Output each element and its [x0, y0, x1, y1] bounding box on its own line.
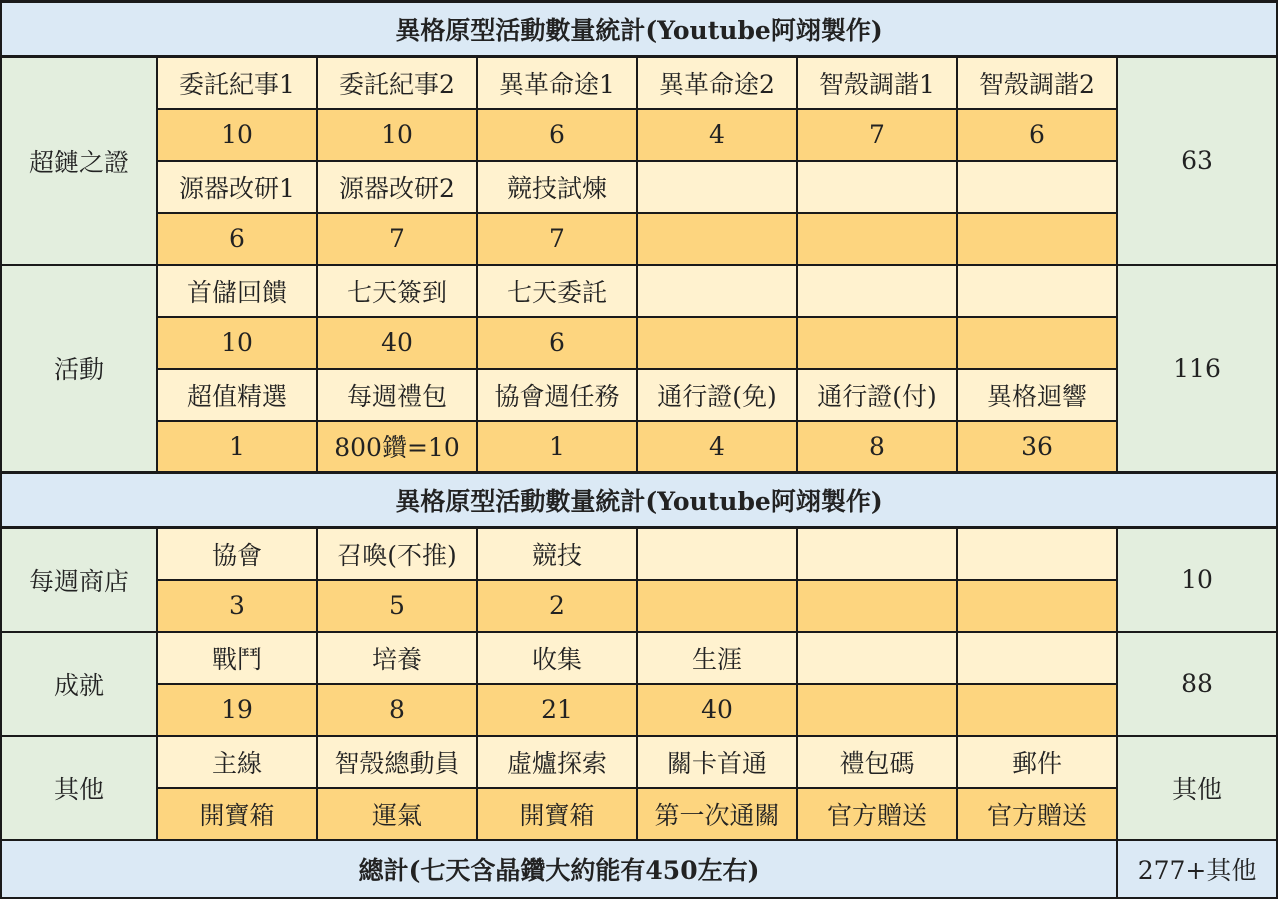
item-label-cell: 協會週任務: [477, 369, 637, 421]
item-label-cell: 智殼調諧1: [797, 57, 957, 109]
value-cell: 8: [797, 421, 957, 473]
category-sum-cell: 116: [1117, 265, 1277, 473]
item-label-cell: [637, 265, 797, 317]
value-cell: [957, 213, 1117, 265]
item-label-cell: 首儲回饋: [157, 265, 317, 317]
item-label-cell: 每週禮包: [317, 369, 477, 421]
table-title-row: [1, 2, 1277, 57]
table-row: [1, 580, 1277, 632]
item-label-cell: 召喚(不推): [317, 528, 477, 580]
category-sum-cell: 10: [1117, 528, 1277, 632]
table-row: [1, 317, 1277, 369]
value-cell: [957, 684, 1117, 736]
table-row: [1, 528, 1277, 580]
item-label-cell: 禮包碼: [797, 736, 957, 788]
total-value: 277+其他: [1117, 840, 1277, 898]
value-cell: 1: [157, 421, 317, 473]
table-row: [1, 213, 1277, 265]
item-label-cell: 源器改研1: [157, 161, 317, 213]
category-sum-cell: 其他: [1117, 736, 1277, 840]
table-row: [1, 421, 1277, 473]
value-cell: 7: [477, 213, 637, 265]
item-label-cell: 通行證(付): [797, 369, 957, 421]
item-label-cell: [637, 528, 797, 580]
category-cell: 活動: [1, 265, 157, 473]
item-label-cell: 關卡首通: [637, 736, 797, 788]
item-label-cell: [797, 528, 957, 580]
item-label-cell: 競技試煉: [477, 161, 637, 213]
value-cell: 800鑽=10: [317, 421, 477, 473]
value-cell: 5: [317, 580, 477, 632]
value-cell: 官方贈送: [797, 788, 957, 840]
category-cell: 成就: [1, 632, 157, 736]
value-cell: 10: [317, 109, 477, 161]
value-cell: 4: [637, 421, 797, 473]
value-cell: 21: [477, 684, 637, 736]
item-label-cell: [637, 161, 797, 213]
category-sum-cell: 63: [1117, 57, 1277, 265]
value-cell: 6: [957, 109, 1117, 161]
item-label-cell: 超值精選: [157, 369, 317, 421]
value-cell: 2: [477, 580, 637, 632]
item-label-cell: 智殼總動員: [317, 736, 477, 788]
value-cell: 10: [157, 317, 317, 369]
item-label-cell: 異格迴響: [957, 369, 1117, 421]
value-cell: [637, 317, 797, 369]
item-label-cell: 競技: [477, 528, 637, 580]
value-cell: 開寶箱: [477, 788, 637, 840]
value-cell: 開寶箱: [157, 788, 317, 840]
value-cell: 6: [477, 317, 637, 369]
value-cell: 1: [477, 421, 637, 473]
item-label-cell: 委託紀事1: [157, 57, 317, 109]
item-label-cell: [957, 265, 1117, 317]
item-label-cell: 生涯: [637, 632, 797, 684]
table-row: [1, 369, 1277, 421]
value-cell: 40: [637, 684, 797, 736]
value-cell: [637, 213, 797, 265]
value-cell: 4: [637, 109, 797, 161]
value-cell: [637, 580, 797, 632]
category-sum-cell: 88: [1117, 632, 1277, 736]
value-cell: 6: [477, 109, 637, 161]
table-title-repeat-row: [1, 473, 1277, 528]
item-label-cell: 收集: [477, 632, 637, 684]
table-row: [1, 265, 1277, 317]
table-row: [1, 632, 1277, 684]
value-cell: [797, 684, 957, 736]
item-label-cell: 智殼調諧2: [957, 57, 1117, 109]
value-cell: 8: [317, 684, 477, 736]
item-label-cell: 七天簽到: [317, 265, 477, 317]
item-label-cell: 協會: [157, 528, 317, 580]
item-label-cell: [797, 161, 957, 213]
value-cell: [797, 317, 957, 369]
item-label-cell: [957, 528, 1117, 580]
category-cell: 超鏈之證: [1, 57, 157, 265]
value-cell: [797, 580, 957, 632]
value-cell: [797, 213, 957, 265]
table-row: [1, 109, 1277, 161]
value-cell: 運氣: [317, 788, 477, 840]
item-label-cell: 源器改研2: [317, 161, 477, 213]
table-title-repeat: 異格原型活動數量統計(Youtube阿翊製作): [1, 473, 1277, 528]
item-label-cell: 委託紀事2: [317, 57, 477, 109]
value-cell: 官方贈送: [957, 788, 1117, 840]
item-label-cell: 戰鬥: [157, 632, 317, 684]
item-label-cell: 異革命途1: [477, 57, 637, 109]
table-row: [1, 57, 1277, 109]
item-label-cell: [957, 161, 1117, 213]
item-label-cell: 七天委託: [477, 265, 637, 317]
item-label-cell: [957, 632, 1117, 684]
item-label-cell: 異革命途2: [637, 57, 797, 109]
value-cell: 7: [797, 109, 957, 161]
table-row: [1, 684, 1277, 736]
item-label-cell: 郵件: [957, 736, 1117, 788]
value-cell: [957, 580, 1117, 632]
value-cell: 36: [957, 421, 1117, 473]
total-row: [1, 840, 1277, 898]
total-label: 總計(七天含晶鑽大約能有450左右): [1, 840, 1117, 898]
category-cell: 每週商店: [1, 528, 157, 632]
value-cell: 第一次通關: [637, 788, 797, 840]
item-label-cell: [797, 632, 957, 684]
value-cell: 19: [157, 684, 317, 736]
item-label-cell: 主線: [157, 736, 317, 788]
value-cell: 40: [317, 317, 477, 369]
item-label-cell: 虛爐探索: [477, 736, 637, 788]
item-label-cell: 通行證(免): [637, 369, 797, 421]
value-cell: 6: [157, 213, 317, 265]
table-title: 異格原型活動數量統計(Youtube阿翊製作): [1, 2, 1277, 57]
table-row: [1, 736, 1277, 788]
table-row: [1, 161, 1277, 213]
value-cell: 10: [157, 109, 317, 161]
category-cell: 其他: [1, 736, 157, 840]
item-label-cell: [797, 265, 957, 317]
item-label-cell: 培養: [317, 632, 477, 684]
table-row: [1, 788, 1277, 840]
value-cell: 3: [157, 580, 317, 632]
value-cell: 7: [317, 213, 477, 265]
value-cell: [957, 317, 1117, 369]
